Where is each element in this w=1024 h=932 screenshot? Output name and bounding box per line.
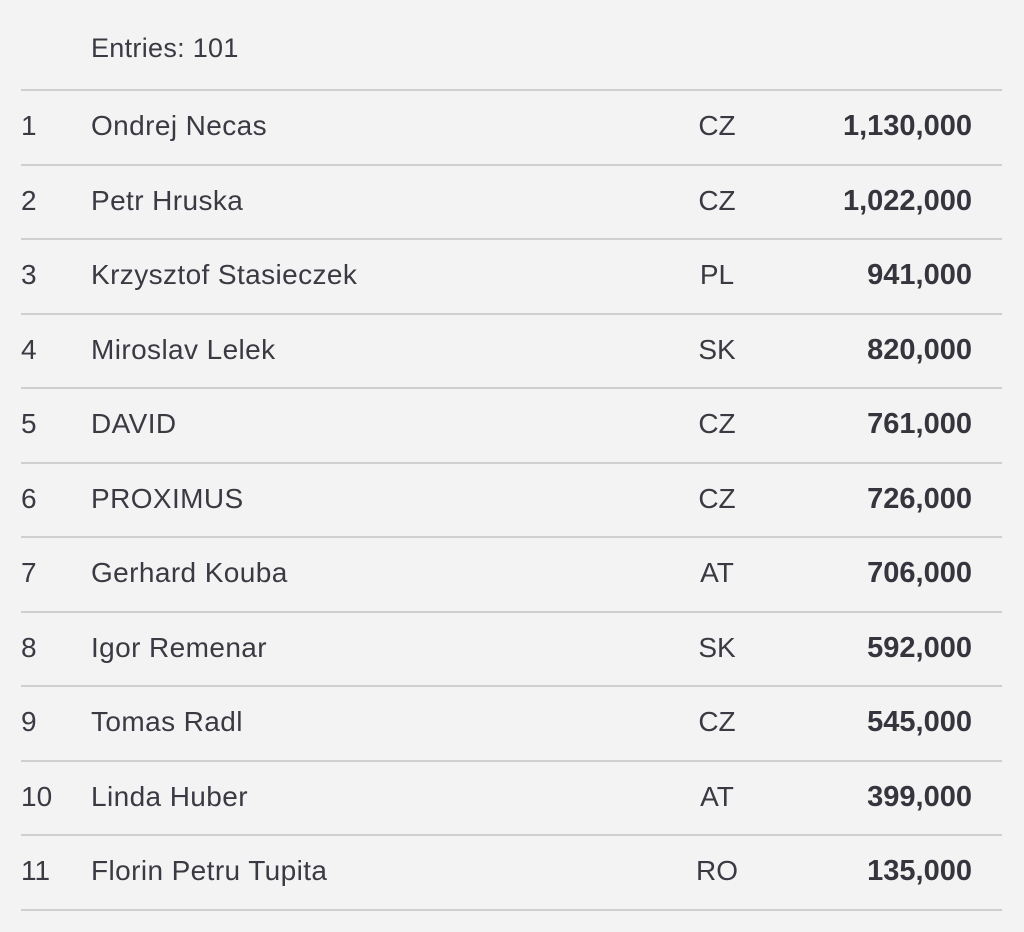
amount-cell: 820,000 [867,333,972,366]
country-cell: CZ [698,110,736,141]
country-cell: AT [700,780,734,812]
player-name-cell: Gerhard Kouba [91,557,288,588]
country-cell: CZ [698,184,736,216]
table-row [21,240,1002,315]
table-row [21,762,1002,837]
rank-cell: 7 [21,557,37,588]
amount-cell: 592,000 [867,631,972,664]
country-cell: SK [698,631,736,663]
amount-cell: 941,000 [867,259,972,291]
rank-cell: 8 [21,631,37,663]
amount-cell: 726,000 [867,482,972,515]
rank-cell: 9 [21,706,37,737]
player-name-cell: PROXIMUS [91,482,244,514]
country-cell: SK [698,333,736,365]
rank-cell: 2 [21,184,37,216]
country-cell: CZ [698,482,736,514]
rank-cell: 5 [21,408,37,439]
results-table [21,89,1002,911]
amount-cell: 706,000 [867,557,972,589]
rank-cell: 1 [21,110,37,141]
rank-cell: 3 [21,259,37,290]
amount-cell: 399,000 [867,780,972,813]
player-name-cell: Igor Remenar [91,631,267,663]
amount-cell: 545,000 [867,706,972,738]
amount-cell: 1,130,000 [842,110,972,142]
country-cell: CZ [698,408,736,439]
player-name-cell: Miroslav Lelek [91,333,276,365]
amount-cell: 1,022,000 [842,184,972,217]
entries-count: Entries: 101 [91,33,239,63]
amount-cell: 761,000 [867,408,972,440]
player-name-cell: Krzysztof Stasieczek [91,259,358,290]
table-row [21,836,1002,911]
table-row [21,166,1002,241]
player-name-cell: Linda Huber [91,780,248,812]
player-name-cell: DAVID [91,408,177,439]
rank-cell: 4 [21,333,37,365]
rank-cell: 10 [21,780,53,812]
country-cell: CZ [698,706,736,737]
player-name-cell: Florin Petru Tupita [91,855,328,886]
table-row [21,315,1002,390]
player-name-cell: Tomas Radl [91,706,243,737]
table-row [21,687,1002,762]
country-cell: PL [699,259,735,290]
rank-cell: 6 [21,482,37,514]
amount-cell: 135,000 [867,855,972,887]
table-row [21,389,1002,464]
player-name-cell: Ondrej Necas [91,110,267,141]
country-cell: RO [696,855,738,886]
table-row [21,613,1002,688]
table-row [21,464,1002,539]
table-row [21,538,1002,613]
table-row [21,91,1002,166]
player-name-cell: Petr Hruska [91,184,244,216]
country-cell: AT [700,557,734,588]
rank-cell: 11 [21,855,51,886]
